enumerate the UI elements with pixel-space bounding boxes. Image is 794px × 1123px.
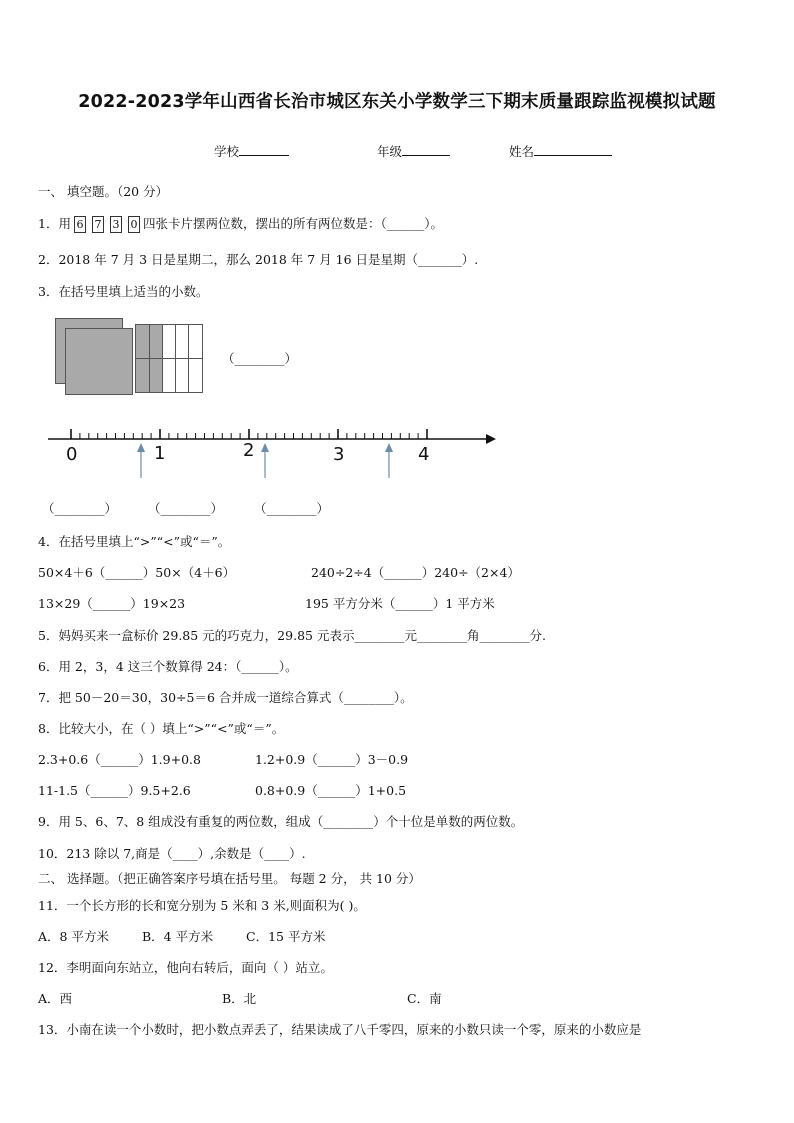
grade-field bbox=[377, 142, 450, 160]
q12-option-c[interactable]: C．南 bbox=[407, 991, 442, 1006]
question-13: 13．小南在读一个小数时，把小数点弄丢了，结果读成了八千零四，原来的小数只读一个零，原来的小数应是 bbox=[38, 1022, 642, 1037]
q8-item: 11-1.5（______）9.5+2.6 bbox=[38, 783, 191, 798]
section-1-heading: 一、 填空题。（20 分） bbox=[38, 184, 169, 199]
q12-option-a[interactable]: A．西 bbox=[38, 991, 73, 1006]
page-title: 2022-2023学年山西省长治市城区东关小学数学三下期末质量跟踪监视模拟试题 bbox=[78, 92, 716, 112]
question-4: 4．在括号里填上“>”“<”或“＝”。 bbox=[38, 534, 231, 549]
q11-option-c[interactable]: C．15 平方米 bbox=[246, 929, 326, 944]
tenths-strip bbox=[135, 324, 203, 393]
digit-card: 0 bbox=[128, 216, 140, 233]
number-line bbox=[40, 418, 510, 486]
q11-option-b[interactable]: B．4 平方米 bbox=[142, 929, 214, 944]
grade-label: 年级 bbox=[377, 144, 403, 159]
q11-option-a[interactable]: A．8 平方米 bbox=[38, 929, 109, 944]
strip-divider bbox=[136, 358, 202, 359]
unit-square-front bbox=[65, 328, 133, 395]
number-line-answer-blank[interactable]: （________） bbox=[148, 501, 224, 516]
number-line-arrowhead bbox=[486, 434, 496, 444]
q4-item: 50×4＋6（______）50×（4＋6） bbox=[38, 565, 236, 580]
school-label: 学校 bbox=[214, 144, 240, 159]
q8-item: 2.3+0.6（______）1.9+0.8 bbox=[38, 752, 201, 767]
pointer-arrow-2-head bbox=[261, 443, 269, 452]
question-2: 2．2018 年 7 月 3 日是星期二，那么 2018 年 7 月 16 日是星期（_______）. bbox=[38, 252, 479, 267]
q4-item: 240÷2÷4（______）240÷（2×4） bbox=[311, 565, 520, 580]
q8-item: 1.2+0.9（______）3－0.9 bbox=[255, 752, 409, 767]
q8-item: 0.8+0.9（______）1+0.5 bbox=[255, 783, 407, 798]
grade-blank[interactable] bbox=[402, 142, 450, 156]
question-6: 6．用 2，3，4 这三个数算得 24：（______）。 bbox=[38, 659, 298, 674]
number-line-label-4: 4 bbox=[418, 444, 430, 465]
school-blank[interactable] bbox=[239, 142, 289, 156]
q1-suffix: 四张卡片摆两位数，摆出的所有两位数是：（______）。 bbox=[142, 216, 443, 231]
name-label: 姓名 bbox=[509, 144, 535, 159]
q4-item: 195 平方分米（______）1 平方米 bbox=[305, 596, 495, 611]
digit-card: 7 bbox=[92, 216, 104, 233]
number-line-answer-blank[interactable]: （________） bbox=[42, 501, 118, 516]
question-11: 11．一个长方形的长和宽分别为 5 米和 3 米,则面积为( )。 bbox=[38, 898, 366, 913]
q4-item: 13×29（______）19×23 bbox=[38, 596, 186, 611]
question-7: 7．把 50－20＝30，30÷5＝6 合并成一道综合算式（________）。 bbox=[38, 690, 413, 705]
digit-card: 6 bbox=[74, 216, 86, 233]
question-9: 9．用 5、6、7、8 组成没有重复的两位数，组成（________）个十位是单数的两位数。 bbox=[38, 814, 524, 829]
question-5: 5．妈妈买来一盒标价 29.85 元的巧克力，29.85 元表示________元________角________分. bbox=[38, 628, 546, 643]
number-line-label-3: 3 bbox=[333, 444, 345, 465]
name-blank[interactable] bbox=[534, 142, 612, 156]
school-field bbox=[214, 142, 289, 160]
question-1 bbox=[38, 214, 443, 233]
name-field bbox=[509, 142, 612, 160]
question-12: 12．李明面向东站立，他向右转后，面向（ ）站立。 bbox=[38, 960, 333, 975]
number-line-label-0: 0 bbox=[66, 444, 78, 465]
question-8: 8．比较大小，在（ ）填上“>”“<”或“＝”。 bbox=[38, 721, 285, 736]
digit-card: 3 bbox=[110, 216, 122, 233]
number-line-label-1: 1 bbox=[154, 443, 166, 464]
q3-square-answer-blank[interactable]: （________） bbox=[222, 351, 298, 366]
q1-prefix: 1．用 bbox=[38, 216, 71, 231]
question-3: 3．在括号里填上适当的小数。 bbox=[38, 284, 209, 299]
pointer-arrow-3-head bbox=[385, 443, 393, 452]
question-10: 10．213 除以 7,商是（____）,余数是（____）. bbox=[38, 846, 306, 861]
pointer-arrow-1-head bbox=[137, 443, 145, 452]
number-line-answer-blank[interactable]: （________） bbox=[254, 501, 330, 516]
q12-option-b[interactable]: B．北 bbox=[222, 991, 257, 1006]
number-line-label-2: 2 bbox=[243, 440, 255, 461]
number-line-ticks bbox=[71, 429, 427, 439]
section-2-heading: 二、 选择题。（把正确答案序号填在括号里。 每题 2 分， 共 10 分） bbox=[38, 871, 421, 886]
